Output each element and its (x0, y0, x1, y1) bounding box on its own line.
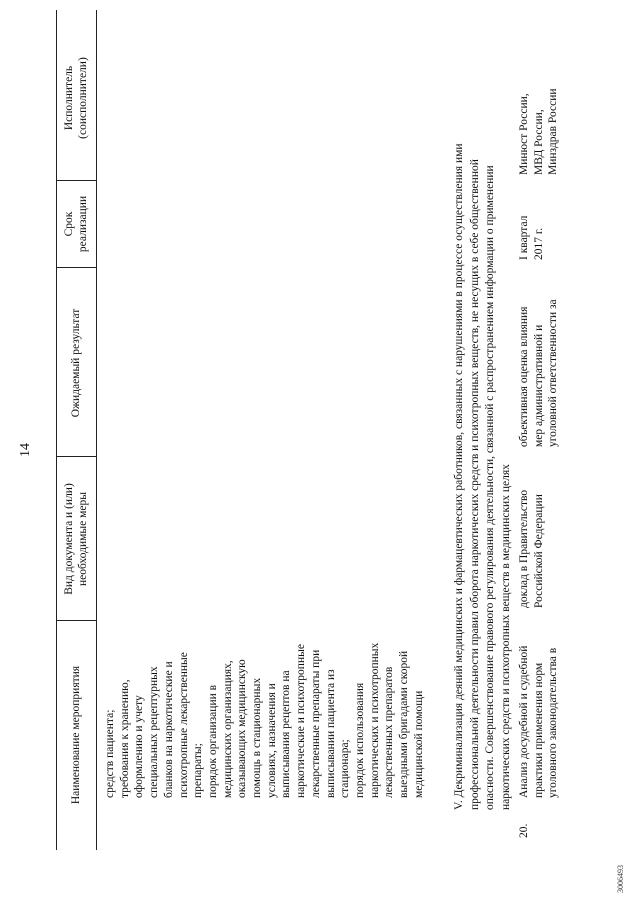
row-20-term: I квартал 2017 г. (518, 215, 545, 260)
row-20-doc-type: доклад в Правительство Российской Федерации (518, 489, 545, 608)
column-divider-4 (56, 180, 96, 181)
header-result: Ожидаемый результат (70, 308, 82, 418)
column-divider-1 (56, 620, 96, 621)
header-term: Срок реализации (63, 195, 89, 253)
section-heading: V. Декриминализация деяний медицинских и фармацевтических работников, связанных с нарушениями в процессе осуществления ими профессиональной деятельности правил оборота наркотических средств и психотропных веществ, не несущих в себе общественной опасности. Совершенствование правового регулирования деятельности, связанной с распространением информации о применении наркотических средств и психотропных веществ в медицинских целях (453, 143, 512, 810)
continued-row-name: средств пациента; требования к хранению, оформлению и учету специальных рецептурных бланков на наркотические и психотропные лекарственные препараты; порядок организации в медицинских организациях, оказывающих медицинскую помощь в стационарных условиях, назначения и выписывания рецептов на наркотические и психотропные лекарственные препараты при выписывании пациента из стационара; порядок использования наркотических и психотропных лекарственных препаратов выездными бригадами скорой медицинской помощи (104, 642, 425, 798)
header-name: Наименование мероприятия (70, 665, 82, 805)
header-bottom-border (96, 10, 97, 850)
row-20-number: 20. (518, 823, 530, 838)
column-divider-3 (56, 267, 96, 268)
header-top-border (56, 10, 57, 850)
document-id: 3006493 (616, 865, 625, 893)
row-20-executor: Минюст России, МВД России, Минздрав России (518, 88, 560, 175)
column-divider-2 (56, 456, 96, 457)
row-20-result: объективная оценка влияния мер административной и уголовной ответственности за (518, 299, 560, 447)
header-executor: Исполнитель (соисполнители) (63, 57, 89, 139)
row-20-name: Анализ досудебной и судебной практики применения норм уголовного законодательства в (518, 645, 560, 798)
header-doc-type: Вид документа и (или) необходимые меры (63, 483, 89, 595)
page-number: 14 (18, 443, 33, 457)
